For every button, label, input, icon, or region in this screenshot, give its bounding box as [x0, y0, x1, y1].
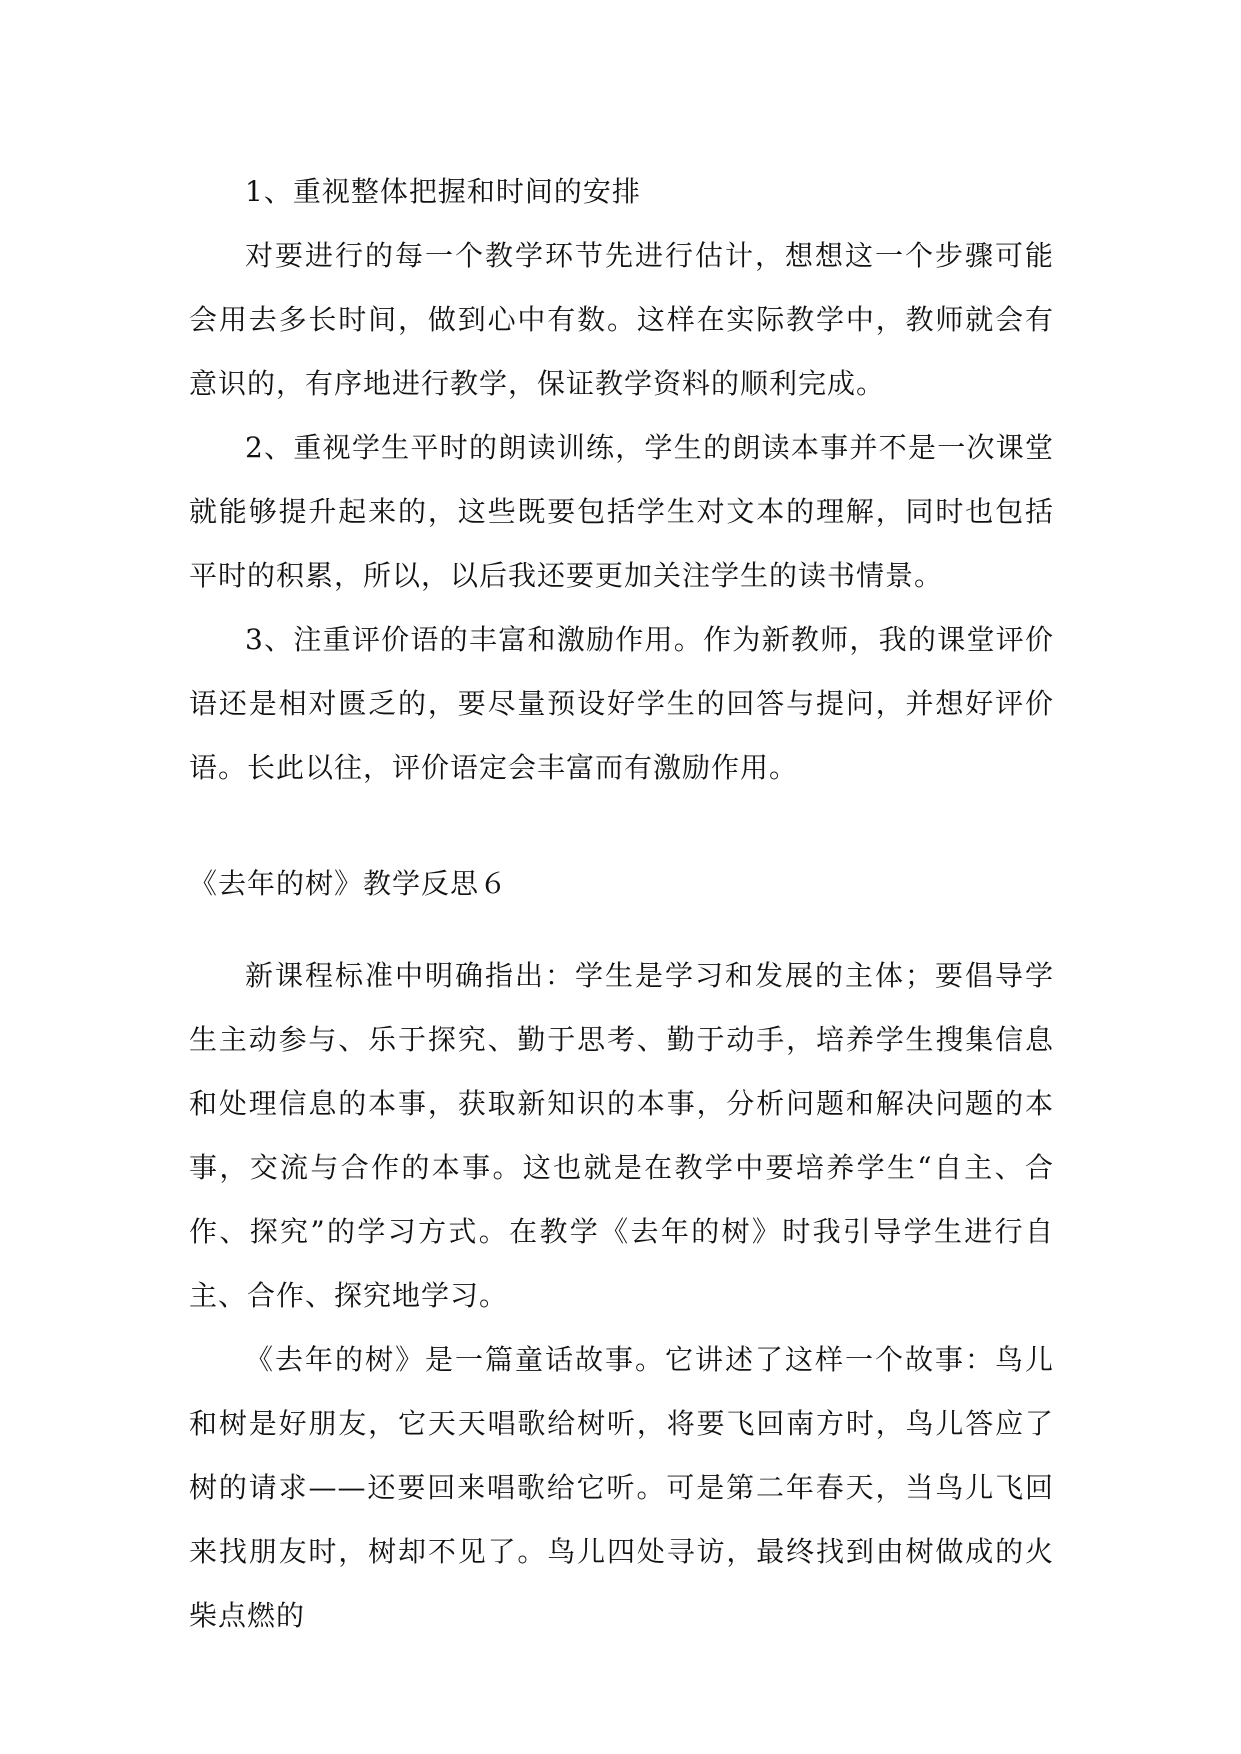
- paragraph-point-2: 2、重视学生平时的朗读训练，学生的朗读本事并不是一次课堂就能够提升起来的，这些既要包括学生对文本的理解，同时也包括平时的积累，所以，以后我还要更加关注学生的读书情景。: [189, 431, 1054, 592]
- paragraph-point-1: 1、重视整体把握和时间的安排: [245, 175, 641, 208]
- document-body: [189, 160, 1054, 1648]
- paragraph-story: 《去年的树》是一篇童话故事。它讲述了这样一个故事：鸟儿和树是好朋友，它天天唱歌给树听，将要飞回南方时，鸟儿答应了树的请求——还要回来唱歌给它听。可是第二年春天，当鸟儿飞回来找朋友时，树却不见了。鸟儿四处寻访，最终找到由树做成的火柴点燃的: [189, 1343, 1054, 1632]
- paragraph-point-3: 3、注重评价语的丰富和激励作用。作为新教师，我的课堂评价语还是相对匮乏的，要尽量预设好学生的回答与提问，并想好评价语。长此以往，评价语定会丰富而有激励作用。: [189, 623, 1054, 784]
- paragraph-curriculum: 新课程标准中明确指出：学生是学习和发展的主体；要倡导学生主动参与、乐于探究、勤于思考、勤于动手，培养学生搜集信息和处理信息的本事，获取新知识的本事，分析问题和解决问题的本事，交流与合作的本事。这也就是在教学中要培养学生“自主、合作、探究”的学习方式。在教学《去年的树》时我引导学生进行自主、合作、探究地学习。: [189, 959, 1054, 1312]
- section-title: 《去年的树》教学反思６: [189, 867, 509, 900]
- paragraph-point-1-detail: 对要进行的每一个教学环节先进行估计，想想这一个步骤可能会用去多长时间，做到心中有数。这样在实际教学中，教师就会有意识的，有序地进行教学，保证教学资料的顺利完成。: [189, 239, 1054, 400]
